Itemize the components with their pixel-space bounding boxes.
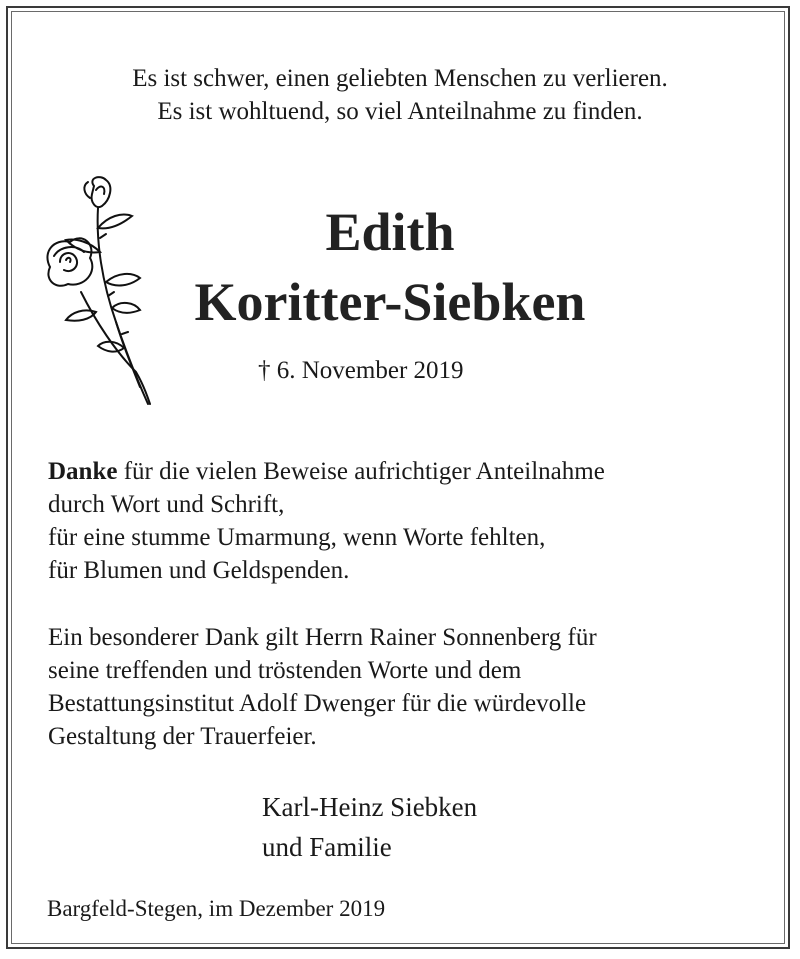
- death-date: † 6. November 2019: [258, 357, 464, 384]
- special-thanks-line-1: Ein besonderer Dank gilt Herrn Rainer Sonnenberg für: [48, 624, 597, 651]
- thanks-line-4: für Blumen und Geldspenden.: [48, 557, 350, 584]
- thanks-line-1-rest: für die vielen Beweise aufrichtiger Anteilnahme: [117, 458, 605, 485]
- motto-line-2: Es ist wohltuend, so viel Anteilnahme zu finden.: [157, 98, 643, 125]
- thanks-paragraph: [48, 455, 605, 587]
- motto-line-1: Es ist schwer, einen geliebten Menschen zu verlieren.: [132, 65, 668, 92]
- motto: [0, 62, 800, 128]
- signature: [262, 787, 477, 867]
- thanks-line-2: durch Wort und Schrift,: [48, 491, 285, 518]
- thanks-line-3: für eine stumme Umarmung, wenn Worte fehlten,: [48, 524, 546, 551]
- special-thanks-line-4: Gestaltung der Trauerfeier.: [48, 723, 317, 750]
- signature-line-2: und Familie: [262, 832, 392, 862]
- special-thanks-line-2: seine treffenden und tröstenden Worte und dem: [48, 657, 522, 684]
- first-name: Edith: [325, 202, 455, 262]
- deceased-name: [120, 197, 660, 337]
- last-name: Koritter-Siebken: [194, 272, 586, 332]
- special-thanks-paragraph: [48, 621, 597, 753]
- place-date: Bargfeld-Stegen, im Dezember 2019: [47, 896, 386, 921]
- thanks-lead-word: Danke: [48, 458, 118, 485]
- special-thanks-line-3: Bestattungsinstitut Adolf Dwenger für die würdevolle: [48, 690, 587, 717]
- signature-line-1: Karl-Heinz Siebken: [262, 792, 478, 822]
- thanks-line-1: [48, 455, 605, 488]
